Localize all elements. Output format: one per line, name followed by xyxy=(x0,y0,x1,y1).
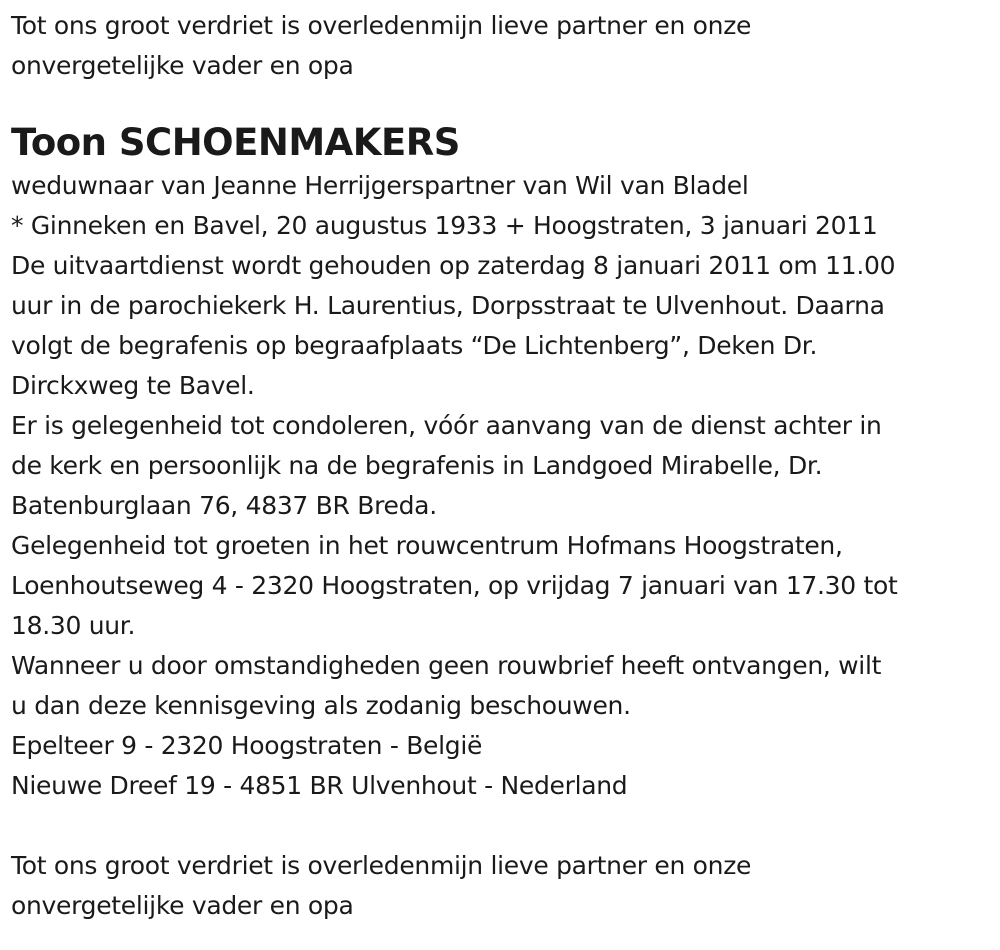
detail-line-notice: Wanneer u door omstandigheden geen rouwbrief heeft ontvangen, wilt xyxy=(11,651,882,680)
detail-line-burial: Dirckxweg te Bavel. xyxy=(11,371,255,400)
detail-line-viewing: Gelegenheid tot groeten in het rouwcentrum Hofmans Hoogstraten, xyxy=(11,531,843,560)
detail-line-burial: volgt de begrafenis op begraafplaats “De Lichtenberg”, Deken Dr. xyxy=(11,331,818,360)
detail-line-service: De uitvaartdienst wordt gehouden op zaterdag 8 januari 2011 om 11.00 xyxy=(11,251,896,280)
detail-line-viewing: Loenhoutseweg 4 - 2320 Hoogstraten, op vrijdag 7 januari van 17.30 tot xyxy=(11,571,898,600)
detail-line-notice: u dan deze kennisgeving als zodanig beschouwen. xyxy=(11,691,631,720)
deceased-name: Toon SCHOENMAKERS xyxy=(11,121,460,164)
detail-line-condolence: de kerk en persoonlijk na de begrafenis in Landgoed Mirabelle, Dr. xyxy=(11,451,823,480)
detail-line-service: uur in de parochiekerk H. Laurentius, Dorpsstraat te Ulvenhout. Daarna xyxy=(11,291,885,320)
spacer xyxy=(11,86,986,120)
intro-line: onvergetelijke vader en opa xyxy=(11,51,354,80)
outro-line: Tot ons groot verdriet is overledenmijn lieve partner en onze xyxy=(11,851,752,880)
outro-text xyxy=(11,846,986,926)
spacer xyxy=(11,806,986,846)
detail-line-viewing: 18.30 uur. xyxy=(11,611,136,640)
detail-line-condolence: Er is gelegenheid tot condoleren, vóór aanvang van de dienst achter in xyxy=(11,411,882,440)
notice-details xyxy=(11,166,986,806)
detail-line-birth-death: * Ginneken en Bavel, 20 augustus 1933 + Hoogstraten, 3 januari 2011 xyxy=(11,211,878,240)
obituary-notice xyxy=(11,6,986,926)
detail-line-condolence: Batenburglaan 76, 4837 BR Breda. xyxy=(11,491,437,520)
detail-line-address-netherlands: Nieuwe Dreef 19 - 4851 BR Ulvenhout - Nederland xyxy=(11,771,628,800)
detail-line-address-belgium: Epelteer 9 - 2320 Hoogstraten - België xyxy=(11,731,483,760)
detail-line-widower: weduwnaar van Jeanne Herrijgerspartner van Wil van Bladel xyxy=(11,171,749,200)
intro-text xyxy=(11,6,986,86)
intro-line: Tot ons groot verdriet is overledenmijn lieve partner en onze xyxy=(11,11,752,40)
outro-line: onvergetelijke vader en opa xyxy=(11,891,354,920)
